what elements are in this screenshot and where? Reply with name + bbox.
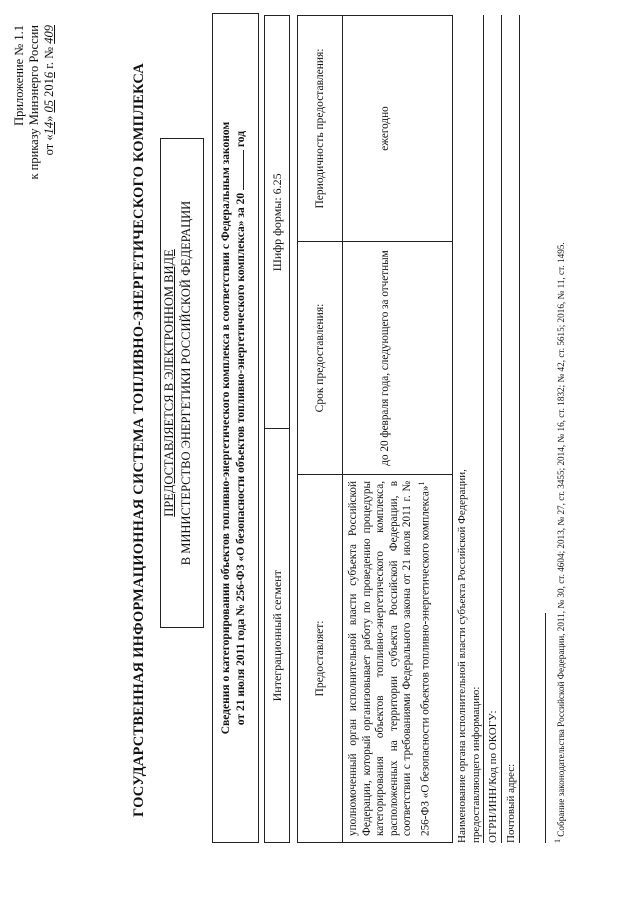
ogrn-field: ОГРН/ИНН/Код по ОКОГУ: [486, 15, 502, 843]
provided-line1: ПРЕДОСТАВЛЯЕТСЯ В ЭЛЕКТРОННОМ ВИДЕ [162, 249, 176, 517]
report-title-box [212, 13, 259, 843]
provider-cell: уполномоченный орган исполнительной власти субъекта Российской Федерации, который организовывает работу по проведению процедуры категорирования объектов топливно-энергетического комплекса, расположенных на территории субъекта Российской Федерации, в соответствии с требованиями Федерального закона от 21 июля 2011 г. № 256-ФЗ «О безопасности объектов топливно-энергетического комплекса»$^1$ [343, 475, 453, 843]
submission-table [297, 15, 453, 843]
appendix-number: 409 [42, 25, 56, 44]
org-name-field: Наименование органа исполнительной власти субъекта Российской Федерации, предоставляющего информацию: [455, 15, 484, 843]
periodicity-cell: ежегодно [343, 16, 453, 242]
page-title: ГОСУДАРСТВЕННАЯ ИНФОРМАЦИОННАЯ СИСТЕМА ТОПЛИВНО-ЭНЕРГЕТИЧЕСКОГО КОМПЛЕКСА [131, 63, 147, 817]
respondent-info [455, 15, 522, 843]
header-periodicity: Периодичность предоставления: [298, 16, 343, 242]
appendix-header [12, 25, 57, 245]
segment-table [264, 15, 290, 843]
deadline-cell: до 20 февраля года, следующего за отчетным [343, 242, 453, 475]
electronic-submission-box [160, 138, 204, 628]
footnote: $^1$ Собрание законодательства Российской Федерации, 2011, № 30, ст. 4604; 2013, № 27, ст. 3455; 2014, № 16, ст. 1832; № 42, ст. 5615; 2016, № 11, ст. 1495. [553, 242, 567, 843]
header-provider: Предоставляет: [298, 475, 343, 843]
appendix-day: 14 [42, 121, 56, 135]
footnote-divider [545, 613, 546, 843]
appendix-month: 05 [42, 100, 56, 113]
postal-address-field: Почтовый адрес: [504, 15, 520, 843]
report-title-line2: от 21 июля 2011 года № 256-ФЗ «О безопасности объектов топливно-энергетического комплекса» за 20 год [235, 130, 247, 726]
appendix-year-digit: 6 [42, 71, 56, 79]
appendix-line2: к приказу Минэнерго России [27, 25, 41, 180]
provided-line2: В МИНИСТЕРСТВО ЭНЕРГЕТИКИ РОССИЙСКОЙ ФЕДЕРАЦИИ [179, 200, 193, 566]
year-blank-field [243, 150, 244, 190]
form-code-cell: Шифр формы: 6.25 [265, 16, 290, 430]
header-deadline: Срок предоставления: [298, 242, 343, 475]
report-title-line1: Сведения о категорировании объектов топливно-энергетического комплекса в соответствии с Федеральным законом [220, 121, 232, 735]
integration-segment-cell: Интеграционный сегмент [265, 429, 290, 843]
appendix-line3: от «14» 05 2016 г. № 409 [42, 25, 56, 156]
appendix-line1: Приложение № 1.1 [12, 25, 26, 126]
